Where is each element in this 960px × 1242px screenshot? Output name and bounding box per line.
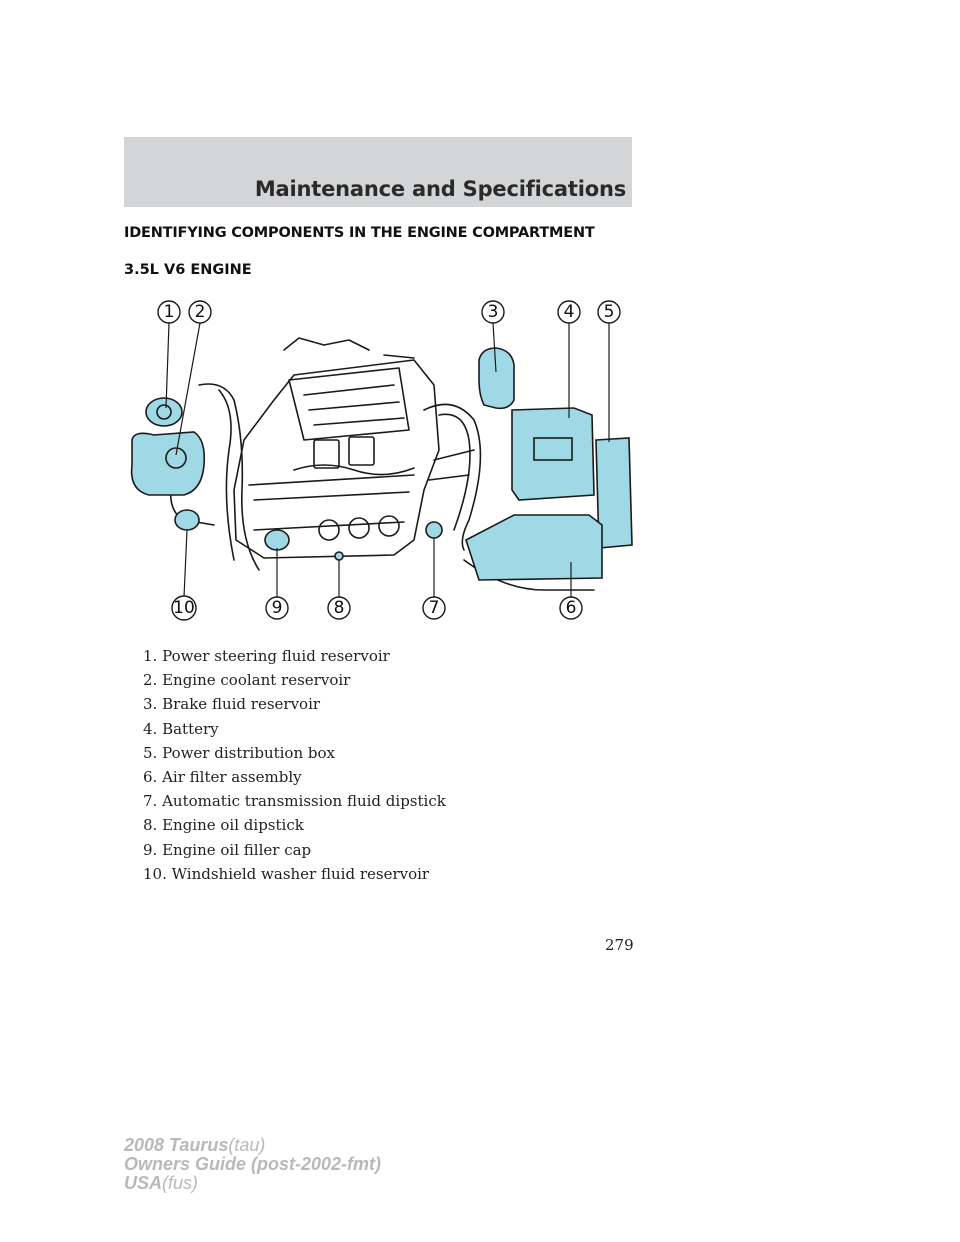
battery [512, 408, 594, 500]
legend-item: 9. Engine oil filler cap [143, 840, 312, 859]
footer-guide: Owners Guide (post-2002-fmt) [124, 1154, 382, 1174]
callout-1: 1 [163, 302, 175, 322]
section-heading: IDENTIFYING COMPONENTS IN THE ENGINE COMPARTMENT [124, 225, 595, 241]
engine-subheading: 3.5L V6 ENGINE [124, 262, 252, 278]
engine-outline [234, 360, 439, 558]
callout-5: 5 [603, 302, 615, 322]
legend-item: 6. Air filter assembly [143, 768, 302, 787]
washer-fluid-reservoir [175, 510, 199, 530]
brake-fluid-reservoir [479, 348, 514, 408]
callout-10: 10 [173, 598, 195, 618]
transmission-dipstick-handle [426, 522, 442, 538]
callout-3: 3 [487, 302, 499, 322]
legend-item: 3. Brake fluid reservoir [143, 695, 321, 714]
legend-item: 4. Battery [143, 719, 219, 738]
oil-filler-cap [265, 530, 289, 550]
component-legend [143, 644, 446, 886]
footer-line-1 [124, 1136, 381, 1155]
intake-manifold [289, 368, 409, 440]
oil-dipstick-handle [335, 552, 343, 560]
header-band [124, 137, 632, 207]
legend-item: 5. Power distribution box [143, 743, 335, 762]
engine-compartment-diagram [124, 290, 644, 630]
page-header-title: Maintenance and Specifications [254, 177, 626, 201]
legend-item: 10. Windshield washer fluid reservoir [143, 864, 430, 883]
legend-item: 1. Power steering fluid reservoir [143, 647, 390, 665]
callout-8: 8 [333, 598, 345, 618]
callout-4: 4 [563, 302, 575, 322]
page-number: 279 [605, 936, 634, 954]
callout-6: 6 [565, 598, 577, 618]
legend-item: 7. Automatic transmission fluid dipstick [143, 792, 446, 811]
footer-line-3 [124, 1174, 381, 1193]
callout-9: 9 [271, 598, 283, 618]
footer-market: USA [124, 1173, 163, 1193]
footer-model-code: (tau) [228, 1135, 266, 1155]
air-filter-assembly [466, 515, 602, 580]
document-footer [124, 1136, 381, 1193]
legend-item: 2. Engine coolant reservoir [143, 671, 351, 690]
footer-model: 2008 Taurus [124, 1135, 229, 1155]
footer-line-2 [124, 1155, 381, 1174]
footer-market-code: (fus) [162, 1173, 199, 1193]
legend-item: 8. Engine oil dipstick [143, 816, 304, 835]
callout-2: 2 [194, 302, 206, 322]
callout-7: 7 [428, 598, 440, 618]
